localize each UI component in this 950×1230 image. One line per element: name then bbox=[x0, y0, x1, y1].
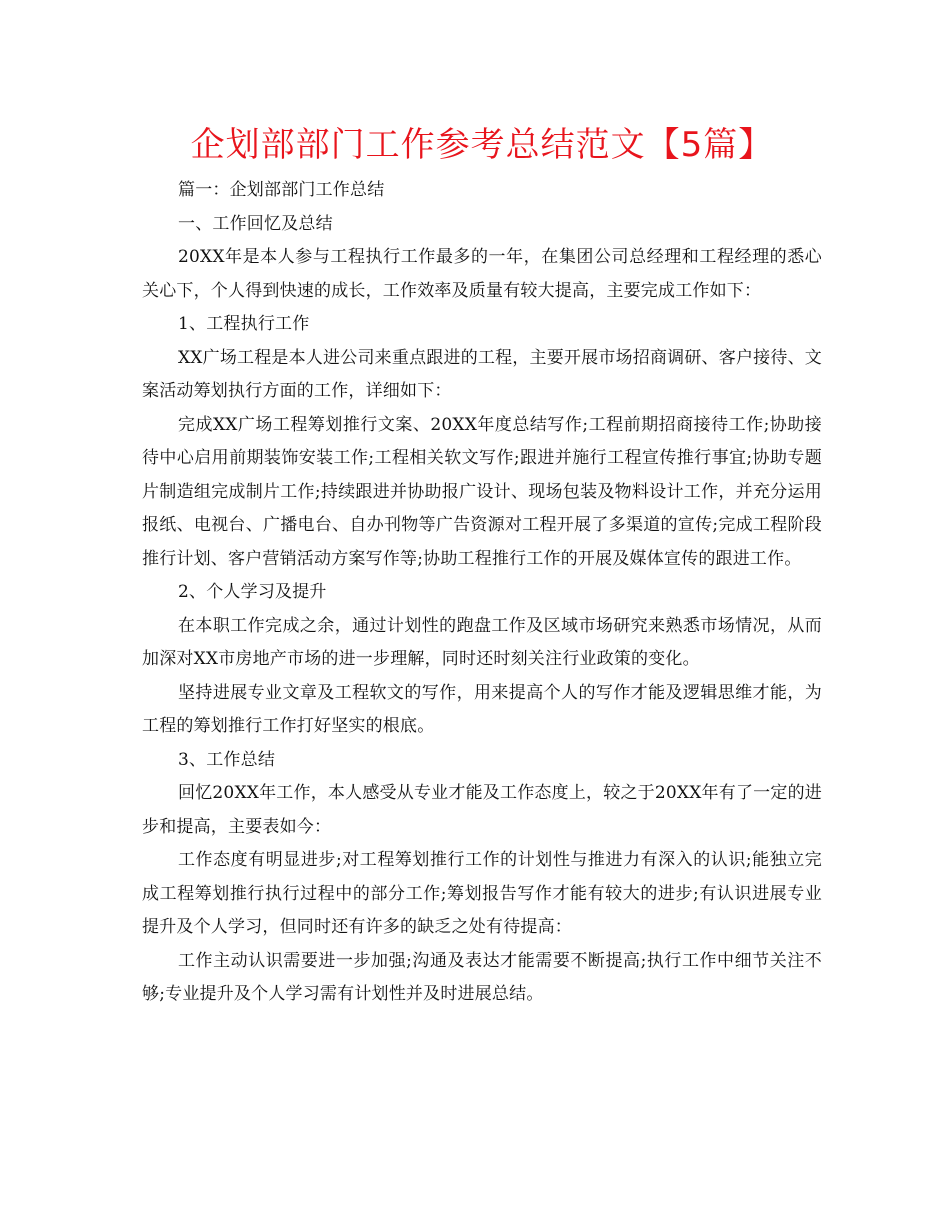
body-paragraph: 20XX年是本人参与工程执行工作最多的一年，在集团公司总经理和工程经理的悉心关心下，个人得到快速的成长，工作效率及质量有较大提高，主要完成工作如下： bbox=[142, 247, 822, 301]
document-title: 企划部部门工作参考总结范文【5篇】 bbox=[190, 125, 774, 165]
document-page bbox=[142, 122, 822, 1012]
body-paragraph: 工作主动认识需要进一步加强;沟通及表达才能需要不断提高;执行工作中细节关注不够;专业提升及个人学习需有计划性并及时进展总结。 bbox=[142, 950, 822, 1004]
section-heading-article-one: 篇一：企划部部门工作总结 bbox=[178, 180, 385, 200]
body-paragraph: 在本职工作完成之余，通过计划性的跑盘工作及区域市场研究来熟悉市场情况，从而加深对XX市房地产市场的进一步理解，同时还时刻关注行业政策的变化。 bbox=[142, 615, 822, 669]
document-body bbox=[142, 174, 822, 1012]
subsection-heading-work-summary: 3、工作总结 bbox=[178, 749, 276, 770]
section-heading-review: 一、工作回忆及总结 bbox=[178, 213, 333, 234]
body-paragraph: 完成XX广场工程筹划推行文案、20XX年度总结写作;工程前期招商接待工作;协助接待中心启用前期装饰安装工作;工程相关软文写作;跟进并施行工程宣传推行事宜;协助专题片制造组完成制片工作;持续跟进并协助报广设计、现场包装及物料设计工作，并充分运用报纸、电视台、广播电台、自办刊物等广告资源对工程开展了多渠道的宣传;完成工程阶段推行计划、客户营销活动方案写作等;协助工程推行工作的开展及媒体宣传的跟进工作。 bbox=[142, 414, 822, 569]
body-paragraph: 坚持进展专业文章及工程软文的写作，用来提高个人的写作才能及逻辑思维才能，为工程的筹划推行工作打好坚实的根底。 bbox=[142, 682, 822, 736]
subsection-heading-personal-learning: 2、个人学习及提升 bbox=[178, 582, 327, 602]
subsection-heading-project-execution: 1、工程执行工作 bbox=[178, 314, 310, 334]
body-paragraph: 回忆20XX年工作，本人感受从专业才能及工作态度上，较之于20XX年有了一定的进步和提高，主要表如今： bbox=[142, 783, 822, 837]
body-paragraph: 工作态度有明显进步;对工程筹划推行工作的计划性与推进力有深入的认识;能独立完成工程筹划推行执行过程中的部分工作;筹划报告写作才能有较大的进步;有认识进展专业提升及个人学习，但同时还有许多的缺乏之处有待提高： bbox=[142, 850, 822, 937]
body-paragraph: XX广场工程是本人进公司来重点跟进的工程，主要开展市场招商调研、客户接待、文案活动筹划执行方面的工作，详细如下： bbox=[142, 347, 822, 401]
